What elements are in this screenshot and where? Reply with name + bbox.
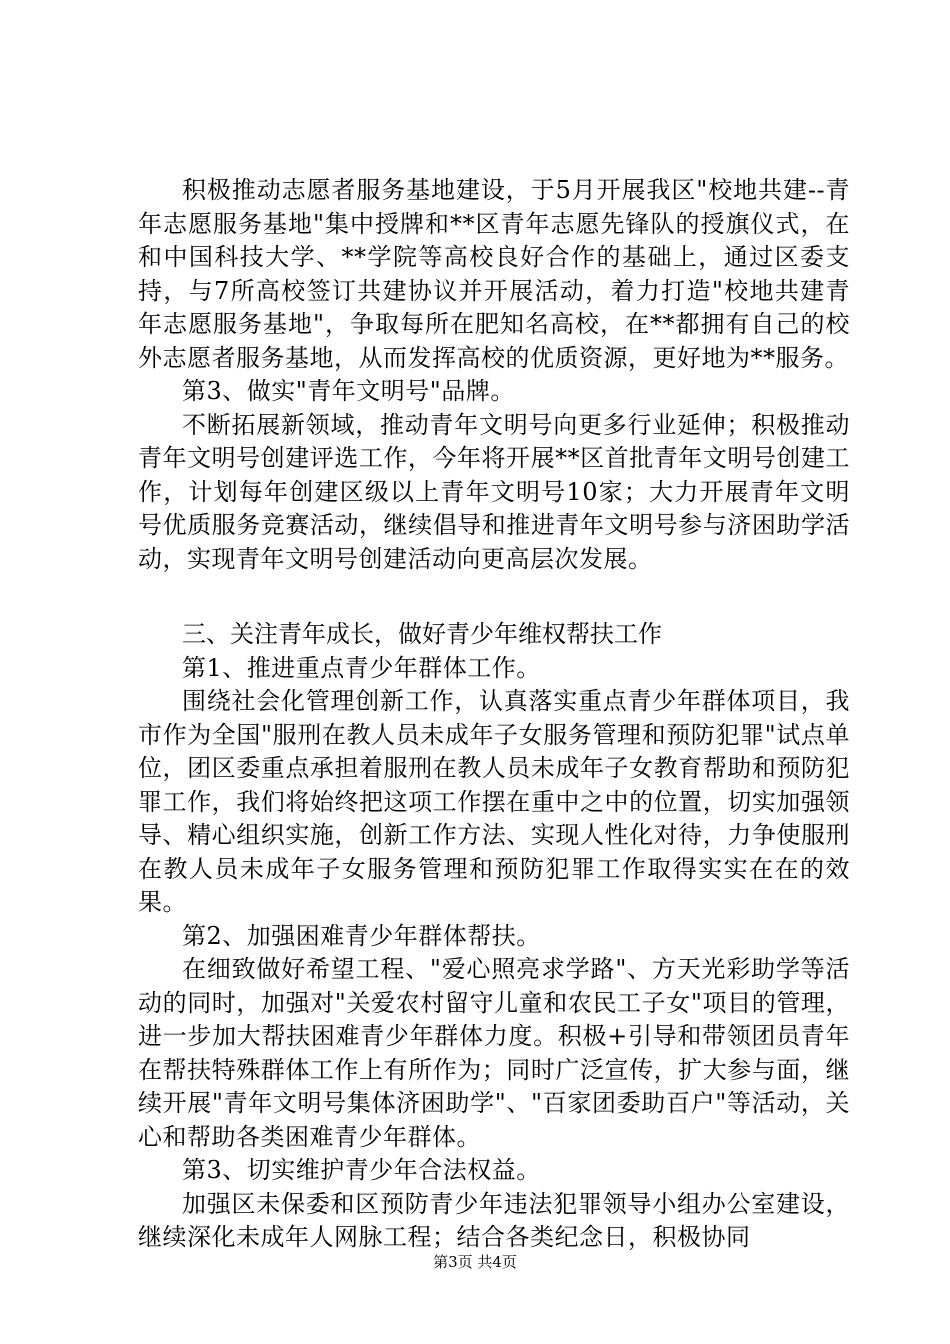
section-spacer [138, 576, 850, 618]
subheading-youth-civilization: 第3、做实"青年文明号"品牌。 [182, 377, 515, 405]
paragraph-difficult-groups: 在细致做好希望工程、"爱心照亮求学路"、方天光彩助学等活动的同时，加强对"关爱农村留守儿童和农民工子女"项目的管理，进一步加大帮扶困难青少年群体力度。积极+引导和带领团员青年在帮扶特殊群体工作上有所作为；同时广泛宣传，扩大参与面，继续开展"青年文明号集体济困助学"、"百家团委助百户"等活动，关心和帮助各类困难青少年群体。 [138, 955, 850, 1151]
subheading-rights: 第3、切实维护青少年合法权益。 [182, 1156, 541, 1184]
paragraph-key-groups: 围绕社会化管理创新工作，认真落实重点青少年群体项目，我市作为全国"服刑在教人员未成年子女服务管理和预防犯罪"试点单位，团区委重点承担着服刑在教人员未成年子女教育帮助和预防犯罪工作，我们将始终把这项工作摆在重中之中的位置，切实加强领导、精心组织实施，创新工作方法、实现人性化对待，力争使服刑在教人员未成年子女服务管理和预防犯罪工作取得实实在在的效果。 [138, 687, 850, 916]
paragraph-volunteer-base: 积极推动志愿者服务基地建设，于5月开展我区"校地共建--青年志愿服务基地"集中授牌和**区青年志愿先锋队的授旗仪式，在和中国科技大学、**学院等高校良好合作的基础上，通过区委支持，与7所高校签订共建协议并开展活动，着力打造"校地共建青年志愿服务基地"，争取每所在肥知名高校，在**都拥有自己的校外志愿者服务基地，从而发挥高校的优质资源，更好地为**服务。 [138, 176, 850, 372]
paragraph-rights: 加强区未保委和区预防青少年违法犯罪领导小组办公室建设，继续深化未成年人网脉工程；结合各类纪念日，积极协同 [138, 1189, 850, 1251]
subheading-key-groups: 第1、推进重点青少年群体工作。 [182, 653, 541, 682]
page-number-footer: 第3页 共4页 [433, 1253, 517, 1271]
document-body [138, 174, 850, 1255]
paragraph-youth-civilization: 不断拓展新领域，推动青年文明号向更多行业延伸；积极推动青年文明号创建评选工作，今年将开展**区首批青年文明号创建工作，计划每年创建区级以上青年文明号10家；大力开展青年文明号优质服务竞赛活动，继续倡导和推进青年文明号参与济困助学活动，实现青年文明号创建活动向更高层次发展。 [138, 410, 850, 573]
section-heading: 三、关注青年成长，做好青少年维权帮扶工作 [182, 620, 662, 648]
subheading-difficult-groups: 第2、加强困难青少年群体帮扶。 [182, 921, 541, 950]
